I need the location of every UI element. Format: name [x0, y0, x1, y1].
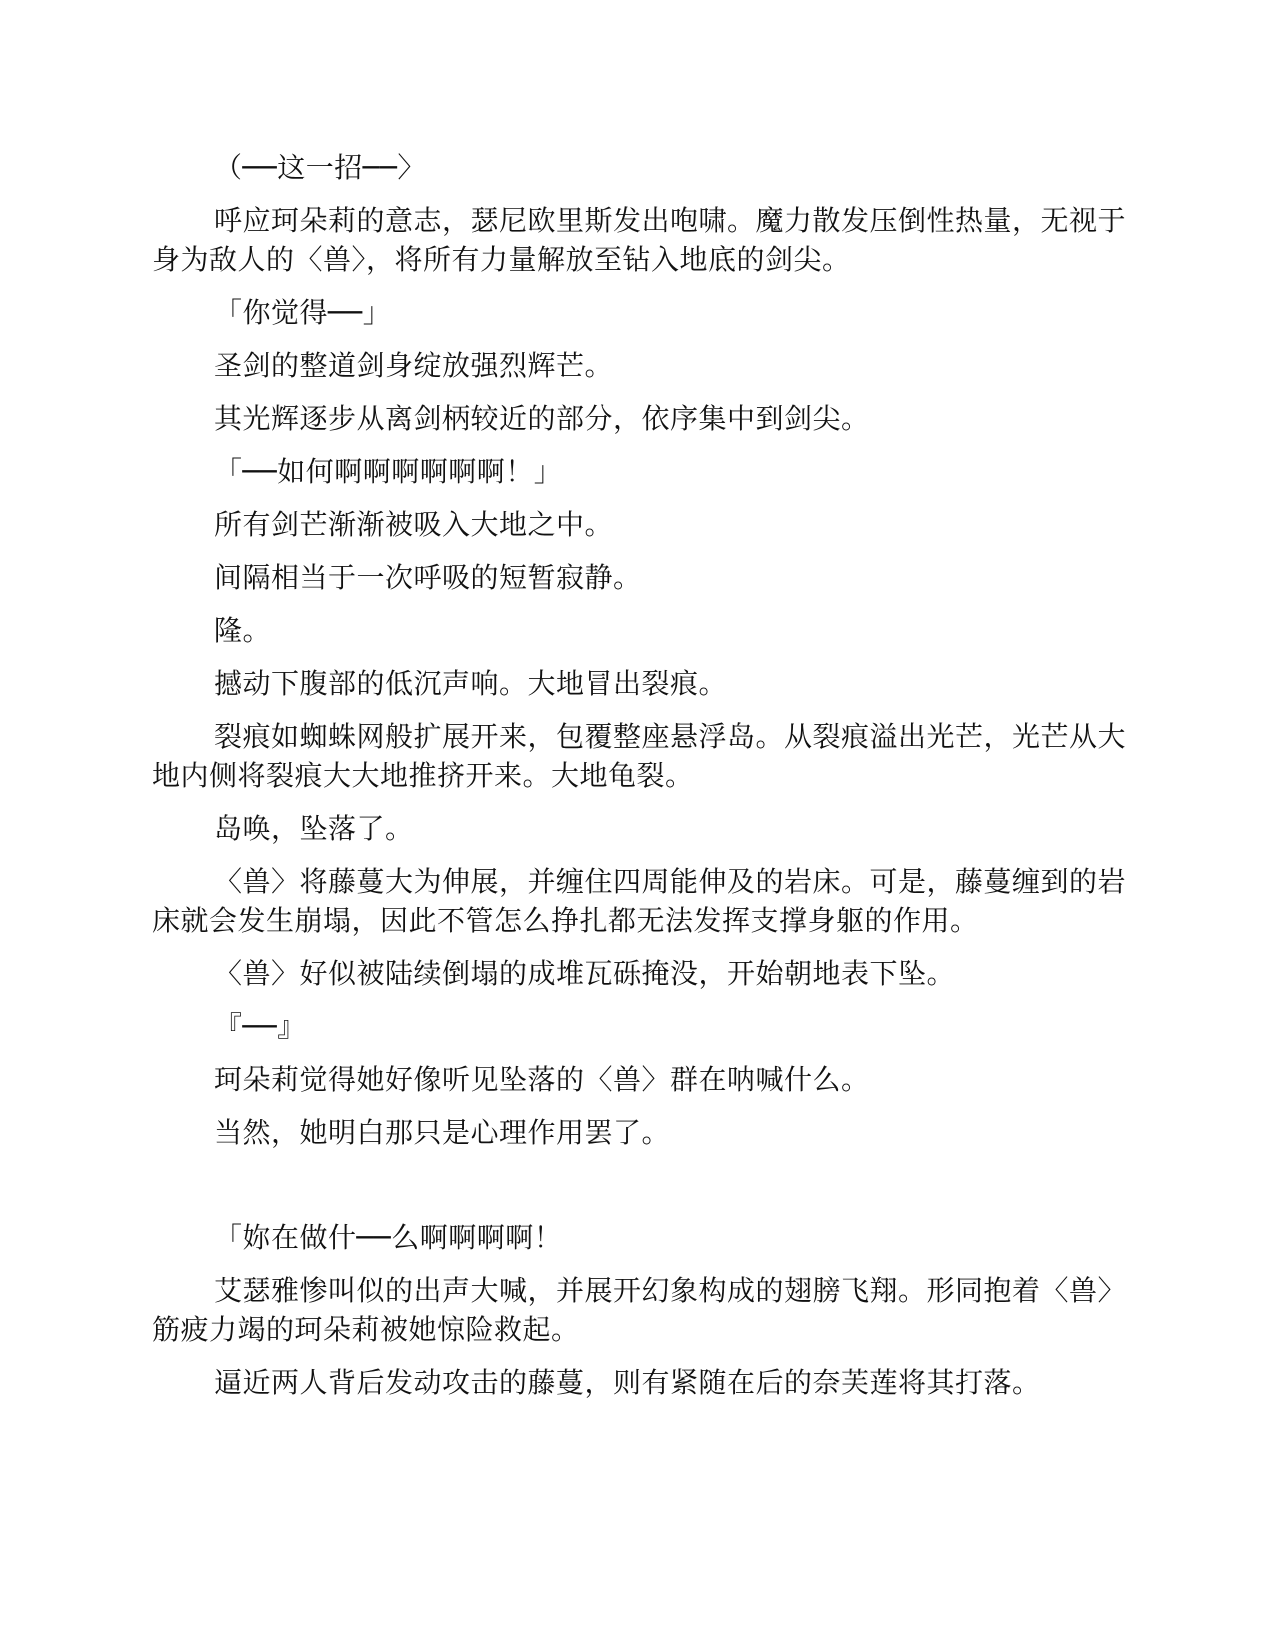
- paragraph-13: 〈兽〉将藤蔓大为伸展，并缠住四周能伸及的岩床。可是，藤蔓缠到的岩床就会发生崩塌，因此不管怎么挣扎都无法发挥支撑身躯的作用。: [152, 865, 1127, 937]
- paragraph-20: 逼近两人背后发动攻击的藤蔓，则有紧随在后的奈芙莲将其打落。: [214, 1366, 1041, 1399]
- paragraph-18: 「妳在做什──么啊啊啊啊！: [214, 1221, 563, 1254]
- paragraph-12: 岛唤，坠落了。: [214, 812, 414, 845]
- paragraph-9: 隆。: [214, 614, 272, 647]
- paragraph-15: 『──』: [214, 1010, 306, 1043]
- text-column: [152, 148, 1130, 1402]
- paragraph-10: 撼动下腹部的低沉声响。大地冒出裂痕。: [214, 667, 728, 700]
- paragraph-17: 当然，她明白那只是心理作用罢了。: [214, 1116, 671, 1149]
- paragraph-2: 呼应珂朵莉的意志，瑟尼欧里斯发出咆啸。魔力散发压倒性热量，无视于身为敌人的〈兽〉，将所有力量解放至钻入地底的剑尖。: [152, 204, 1127, 276]
- paragraph-7: 所有剑芒渐渐被吸入大地之中。: [214, 508, 614, 541]
- paragraph-8: 间隔相当于一次呼吸的短暂寂静。: [214, 561, 642, 594]
- paragraph-1: （──这一招──〉: [214, 151, 426, 184]
- paragraph-6: 「──如何啊啊啊啊啊啊！」: [214, 455, 563, 488]
- paragraph-5: 其光辉逐步从离剑柄较近的部分，依序集中到剑尖。: [214, 402, 870, 435]
- paragraph-14: 〈兽〉好似被陆续倒塌的成堆瓦砾掩没，开始朝地表下坠。: [214, 957, 956, 990]
- paragraph-4: 圣剑的整道剑身绽放强烈辉芒。: [214, 349, 614, 382]
- paragraph-11: 裂痕如蜘蛛网般扩展开来，包覆整座悬浮岛。从裂痕溢出光芒，光芒从大地内侧将裂痕大大地推挤开来。大地龟裂。: [152, 720, 1127, 792]
- paragraph-16: 珂朵莉觉得她好像听见坠落的〈兽〉群在呐喊什么。: [214, 1063, 870, 1096]
- paragraph-19: 艾瑟雅惨叫似的出声大喊，并展开幻象构成的翅膀飞翔。形同抱着〈兽〉筋疲力竭的珂朵莉被她惊险救起。: [152, 1274, 1127, 1346]
- paragraph-3: 「你觉得──」: [214, 296, 392, 329]
